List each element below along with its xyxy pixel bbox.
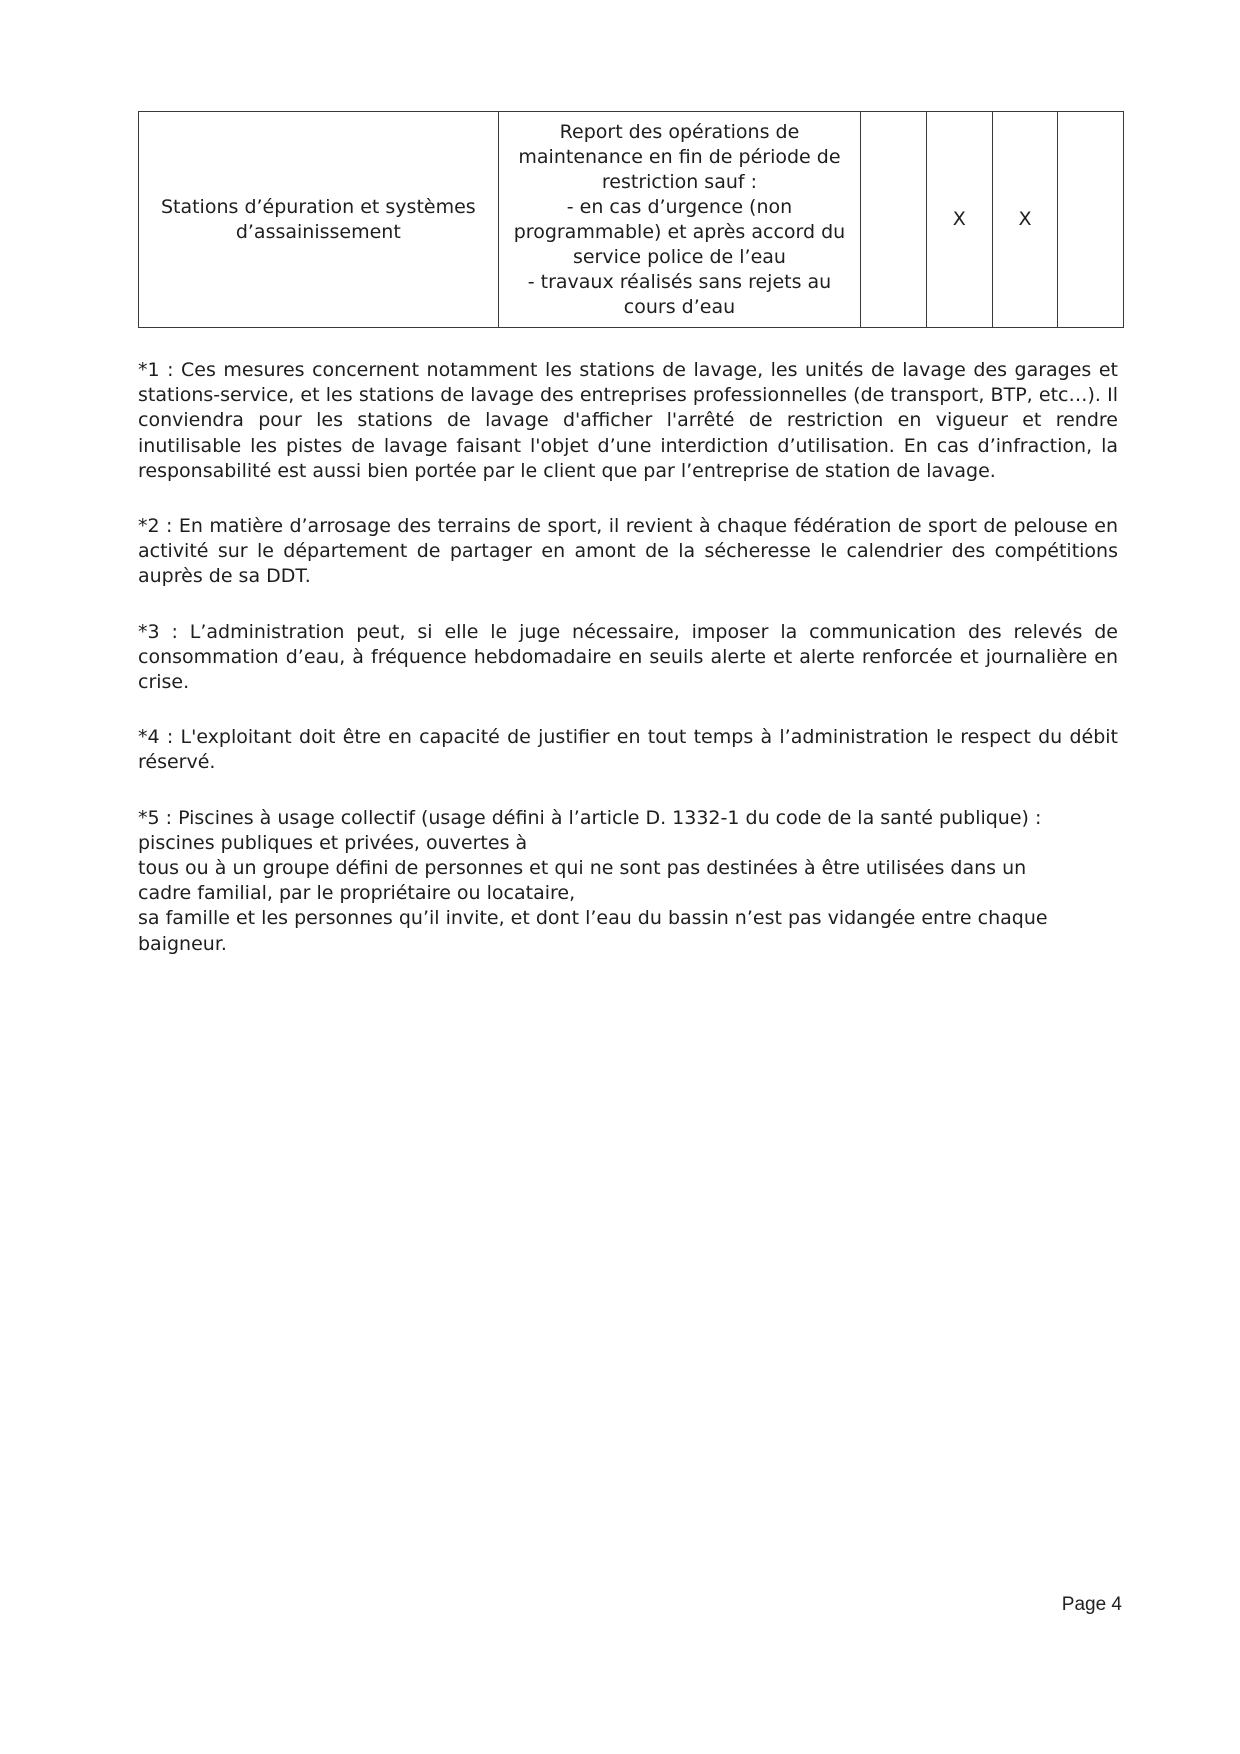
- measure-cell: [498, 112, 861, 328]
- footnote-5-line: sa famille et les personnes qu’il invite, et dont l’eau du bassin n’est pas vidangée entre chaque: [138, 907, 1048, 930]
- measure-line: - travaux réalisés sans rejets au: [527, 270, 832, 293]
- footnote-5-line: baigneur.: [138, 932, 227, 955]
- footnotes: [138, 358, 1118, 987]
- measure-line: service police de l’eau: [572, 245, 786, 268]
- mark-cell-2: X: [926, 112, 992, 328]
- table-row: [139, 112, 1124, 328]
- footnote-2: *2 : En matière d’arrosage des terrains de sport, il revient à chaque fédération de sport de pelouse en activité sur le département de partager en amont de la sécheresse le calendrier des compétitions auprès de sa DDT.: [138, 515, 1118, 588]
- footnote-5-line: tous ou à un groupe défini de personnes et qui ne sont pas destinées à être utilisées dans un: [138, 857, 1027, 880]
- footnote-5: [138, 806, 1118, 957]
- mark-cell-4: [1058, 112, 1124, 328]
- footnote-5-line: *5 : Piscines à usage collectif (usage défini à l’article D. 1332-1 du code de la santé publique) :: [138, 806, 1042, 829]
- footnote-1: *1 : Ces mesures concernent notamment les stations de lavage, les unités de lavage des garages et stations-service, et les stations de lavage des entreprises professionnelles (de transport, BTP, etc…). Il conviendra pour les stations de lavage d'afficher l'arrêté de restriction en vigueur et rendre inutilisable les pistes de lavage faisant l'objet d’une interdiction d’utilisation. En cas d’infraction, la responsabilité est aussi bien portée par le client que par l’entreprise de station de lavage.: [138, 359, 1118, 482]
- footnote-5-line: piscines publiques et privées, ouvertes à: [138, 831, 528, 854]
- mark-cell-3: X: [992, 112, 1058, 328]
- footnote-5-line: cadre familial, par le propriétaire ou locataire,: [138, 882, 576, 905]
- measure-line: cours d’eau: [623, 295, 736, 318]
- restriction-table: [138, 111, 1124, 328]
- footnote-4: *4 : L'exploitant doit être en capacité de justifier en tout temps à l’administration le respect du débit réservé.: [138, 726, 1118, 774]
- measure-line: restriction sauf :: [601, 170, 758, 193]
- page-number: Page 4: [1061, 1594, 1122, 1615]
- measure-line: - en cas d’urgence (non: [566, 195, 793, 218]
- measure-line: maintenance en fin de période de: [518, 145, 841, 168]
- footnote-3: *3 : L’administration peut, si elle le juge nécessaire, imposer la communication des relevés de consommation d’eau, à fréquence hebdomadaire en seuils alerte et alerte renforcée et journalière en crise.: [138, 620, 1118, 694]
- mark-cell-1: [861, 112, 927, 328]
- measure-line: programmable) et après accord du: [513, 220, 846, 243]
- measure-line: Report des opérations de: [559, 120, 800, 143]
- usage-cell: Stations d’épuration et systèmes d’assainissement: [139, 112, 499, 328]
